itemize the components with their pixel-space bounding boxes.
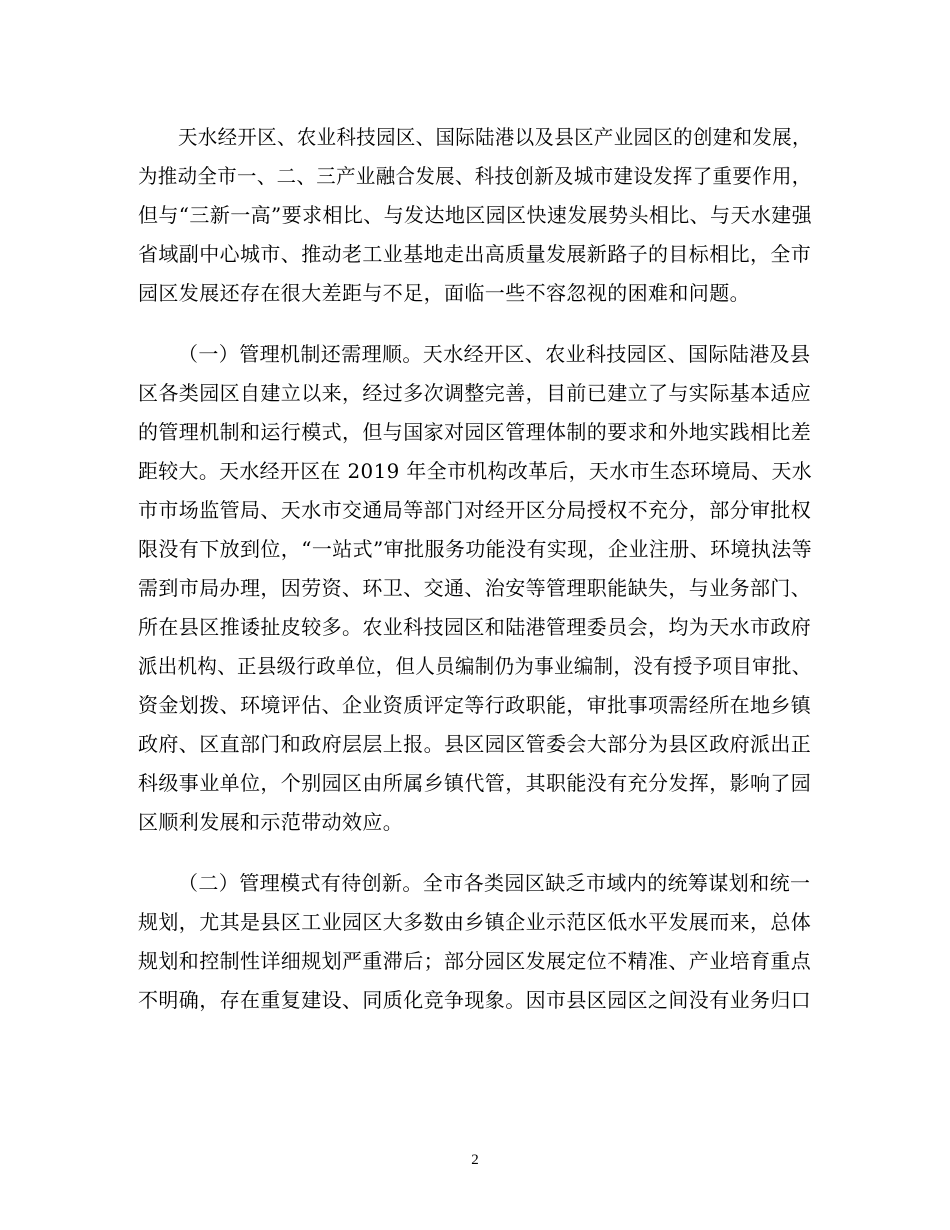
paragraph-line: 政府、区直部门和政府层层上报。县区园区管委会大部分为县区政府派出正: [138, 732, 812, 756]
paragraph-line: 科级事业单位，个别园区由所属乡镇代管，其职能没有充分发挥，影响了园: [138, 771, 812, 795]
paragraph-line: 市市场监管局、天水市交通局等部门对经开区分局授权不充分，部分审批权: [138, 498, 812, 522]
paragraph-line: （一）管理机制还需理顺。天水经开区、农业科技园区、国际陆港及县: [178, 342, 811, 366]
paragraph-line: 区顺利发展和示范带动效应。: [138, 810, 404, 834]
paragraph-line: 不明确，存在重复建设、同质化竞争现象。因市县区园区之间没有业务归口: [138, 988, 812, 1012]
paragraph-line: 所在县区推诿扯皮较多。农业科技园区和陆港管理委员会，均为天水市政府: [138, 615, 812, 639]
page-number: 2: [471, 1152, 479, 1168]
paragraph-line: 园区发展还存在很大差距与不足，面临一些不容忽视的困难和问题。: [138, 281, 750, 305]
paragraph-line: 规划和控制性详细规划严重滞后；部分园区发展定位不精准、产业培育重点: [138, 949, 812, 973]
paragraph-line: 派出机构、正县级行政单位，但人员编制仍为事业编制，没有授予项目审批、: [138, 654, 812, 678]
paragraph-line: 为推动全市一、二、三产业融合发展、科技创新及城市建设发挥了重要作用，: [138, 164, 812, 188]
paragraph-line: 限没有下放到位，“一站式”审批服务功能没有实现，企业注册、环境执法等: [138, 537, 813, 561]
paragraph-line: 规划，尤其是县区工业园区大多数由乡镇企业示范区低水平发展而来，总体: [138, 910, 812, 934]
paragraph-line: （二）管理模式有待创新。全市各类园区缺乏市域内的统筹谋划和统一: [178, 871, 811, 895]
paragraph-line: 距较大。天水经开区在 2019 年全市机构改革后，天水市生态环境局、天水: [138, 459, 813, 483]
paragraph-line: 但与“三新一高”要求相比、与发达地区园区快速发展势头相比、与天水建强: [138, 203, 813, 227]
paragraph-line: 区各类园区自建立以来，经过多次调整完善，目前已建立了与实际基本适应: [138, 381, 812, 405]
paragraph-line: 资金划拨、环境评估、企业资质评定等行政职能，审批事项需经所在地乡镇: [138, 693, 812, 717]
paragraph-line: 省域副中心城市、推动老工业基地走出高质量发展新路子的目标相比，全市: [138, 242, 812, 266]
paragraph-line: 天水经开区、农业科技园区、国际陆港以及县区产业园区的创建和发展，: [178, 125, 812, 149]
paragraph-line: 需到市局办理，因劳资、环卫、交通、治安等管理职能缺失，与业务部门、: [138, 576, 812, 600]
paragraph-line: 的管理机制和运行模式，但与国家对园区管理体制的要求和外地实践相比差: [138, 420, 812, 444]
